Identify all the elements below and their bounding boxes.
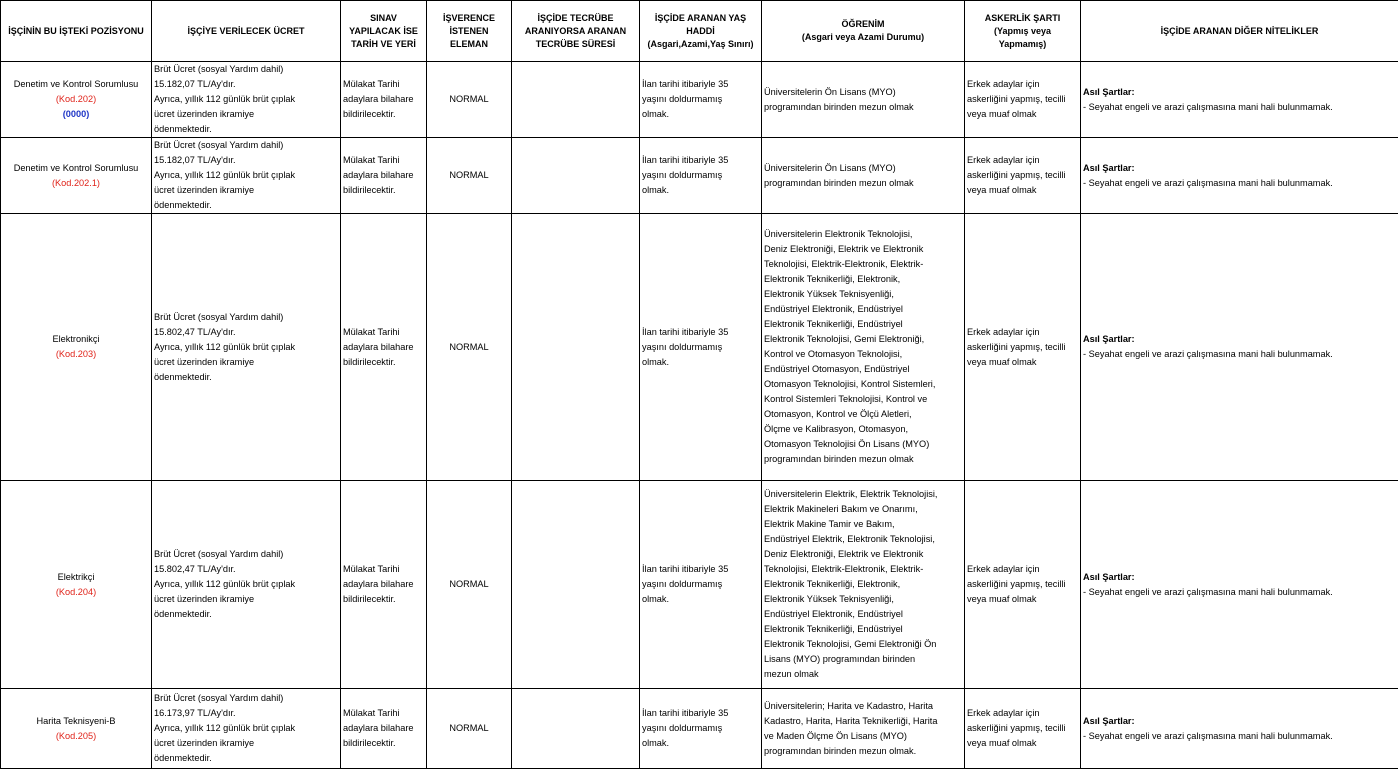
cell-education: [762, 138, 965, 214]
text-line: İŞVERENCE: [430, 12, 508, 25]
text-line: Teknolojisi, Elektrik-Elektronik, Elektrik-: [764, 562, 962, 577]
requirements-text: - Seyahat engeli ve arazi çalışmasına mani hali bulunmamak.: [1083, 347, 1396, 362]
cell-military: [965, 689, 1081, 769]
text-line: Elektronik Teknolojisi, Gemi Elektroniği,: [764, 332, 962, 347]
text-line: Mülakat Tarihi: [343, 706, 424, 721]
text-line: ve Maden Ölçme Ön Lisans (MYO): [764, 729, 962, 744]
cell-position: [1, 214, 152, 481]
text-line: bildirilecektir.: [343, 736, 424, 751]
text-line: olmak.: [642, 736, 759, 751]
cell-wage: [152, 689, 341, 769]
text-line: ELEMAN: [430, 38, 508, 51]
text-line: Mülakat Tarihi: [343, 562, 424, 577]
text-line: Erkek adaylar için: [967, 77, 1078, 92]
text-line: ücret üzerinden ikramiye: [154, 107, 338, 122]
requirements-title: Asıl Şartlar:: [1083, 332, 1396, 347]
position-title: Elektronikçi: [3, 332, 149, 347]
text-line: İŞÇİDE ARANAN YAŞ: [643, 12, 758, 25]
cell-wage: [152, 62, 341, 138]
requirements-title: Asıl Şartlar:: [1083, 85, 1396, 100]
cell-other: [1081, 481, 1398, 689]
text-line: Üniversitelerin Elektronik Teknolojisi,: [764, 227, 962, 242]
text-line: Deniz Elektroniği, Elektrik ve Elektronik: [764, 242, 962, 257]
text-line: veya muaf olmak: [967, 355, 1078, 370]
header-exam: [341, 1, 427, 62]
cell-position: [1, 138, 152, 214]
text-line: yaşını doldurmamış: [642, 721, 759, 736]
cell-wage: [152, 214, 341, 481]
text-line: Üniversitelerin Ön Lisans (MYO): [764, 161, 962, 176]
position-title: Denetim ve Kontrol Sorumlusu: [3, 161, 149, 176]
text-line: Otomasyon Teknolojisi, Kontrol Sistemleri,: [764, 377, 962, 392]
table-row: [1, 689, 1398, 769]
text-line: olmak.: [642, 107, 759, 122]
text-line: İlan tarihi itibariyle 35: [642, 77, 759, 92]
cell-experience: [512, 481, 640, 689]
text-line: Elektrik Makineleri Bakım ve Onarımı,: [764, 502, 962, 517]
table-row: [1, 481, 1398, 689]
text-line: Elektronik Teknikerliği, Elektronik,: [764, 272, 962, 287]
text-line: yaşını doldurmamış: [642, 92, 759, 107]
cell-age: [640, 138, 762, 214]
text-line: Üniversitelerin Elektrik, Elektrik Teknolojisi,: [764, 487, 962, 502]
cell-employee: NORMAL: [427, 481, 512, 689]
cell-exam: [341, 138, 427, 214]
text-line: Elektronik Teknikerliği, Endüstriyel: [764, 622, 962, 637]
text-line: ödenmektedir.: [154, 751, 338, 766]
text-line: ödenmektedir.: [154, 370, 338, 385]
text-line: Ayrıca, yıllık 112 günlük brüt çıplak: [154, 577, 338, 592]
cell-exam: [341, 214, 427, 481]
text-line: (Asgari,Azami,Yaş Sınırı): [643, 38, 758, 51]
text-line: ÖĞRENİM: [765, 18, 961, 31]
text-line: askerliğini yapmış, tecilli: [967, 721, 1078, 736]
cell-wage: [152, 138, 341, 214]
cell-education: [762, 689, 965, 769]
text-line: İlan tarihi itibariyle 35: [642, 153, 759, 168]
requirements-text: - Seyahat engeli ve arazi çalışmasına mani hali bulunmamak.: [1083, 100, 1396, 115]
header-position: [1, 1, 152, 62]
text-line: 15.802,47 TL/Ay'dır.: [154, 325, 338, 340]
cell-military: [965, 214, 1081, 481]
text-line: ücret üzerinden ikramiye: [154, 736, 338, 751]
text-line: mezun olmak: [764, 667, 962, 682]
text-line: ödenmektedir.: [154, 607, 338, 622]
text-line: Erkek adaylar için: [967, 153, 1078, 168]
text-line: Otomasyon Teknolojisi Ön Lisans (MYO): [764, 437, 962, 452]
text-line: ARANIYORSA ARANAN: [515, 25, 636, 38]
header-military: [965, 1, 1081, 62]
cell-education: [762, 481, 965, 689]
text-line: Brüt Ücret (sosyal Yardım dahil): [154, 62, 338, 77]
text-line: Elektronik Teknikerliği, Elektronik,: [764, 577, 962, 592]
cell-military: [965, 481, 1081, 689]
text-line: veya muaf olmak: [967, 107, 1078, 122]
cell-age: [640, 481, 762, 689]
header-employee: [427, 1, 512, 62]
text-line: Endüstriyel Elektronik, Endüstriyel: [764, 607, 962, 622]
text-line: askerliğini yapmış, tecilli: [967, 168, 1078, 183]
requirements-title: Asıl Şartlar:: [1083, 161, 1396, 176]
text-line: adaylara bilahare: [343, 92, 424, 107]
cell-education: [762, 62, 965, 138]
text-line: ASKERLİK ŞARTI: [968, 12, 1077, 25]
text-line: Ayrıca, yıllık 112 günlük brüt çıplak: [154, 721, 338, 736]
text-line: askerliğini yapmış, tecilli: [967, 92, 1078, 107]
text-line: adaylara bilahare: [343, 577, 424, 592]
text-line: programından birinden mezun olmak: [764, 100, 962, 115]
text-line: Elektronik Teknikerliği, Endüstriyel: [764, 317, 962, 332]
text-line: Üniversitelerin Ön Lisans (MYO): [764, 85, 962, 100]
cell-other: [1081, 689, 1398, 769]
text-line: Erkek adaylar için: [967, 325, 1078, 340]
text-line: veya muaf olmak: [967, 736, 1078, 751]
text-line: Brüt Ücret (sosyal Yardım dahil): [154, 547, 338, 562]
header-age: [640, 1, 762, 62]
text-line: bildirilecektir.: [343, 183, 424, 198]
text-line: İŞÇİYE VERİLECEK ÜCRET: [155, 25, 337, 38]
cell-other: [1081, 62, 1398, 138]
position-title: Elektrikçi: [3, 570, 149, 585]
text-line: Mülakat Tarihi: [343, 77, 424, 92]
position-code-secondary: (0000): [3, 107, 149, 122]
text-line: Erkek adaylar için: [967, 562, 1078, 577]
cell-exam: [341, 689, 427, 769]
text-line: Brüt Ücret (sosyal Yardım dahil): [154, 310, 338, 325]
text-line: olmak.: [642, 183, 759, 198]
text-line: İŞÇİDE ARANAN DİĞER NİTELİKLER: [1084, 25, 1395, 38]
text-line: veya muaf olmak: [967, 183, 1078, 198]
text-line: 15.182,07 TL/Ay'dır.: [154, 153, 338, 168]
cell-education: [762, 214, 965, 481]
cell-employee: NORMAL: [427, 689, 512, 769]
text-line: SINAV: [344, 12, 423, 25]
text-line: programından birinden mezun olmak: [764, 452, 962, 467]
text-line: Elektrik Makine Tamir ve Bakım,: [764, 517, 962, 532]
cell-military: [965, 62, 1081, 138]
cell-military: [965, 138, 1081, 214]
text-line: Endüstriyel Elektronik, Endüstriyel: [764, 302, 962, 317]
text-line: Mülakat Tarihi: [343, 153, 424, 168]
text-line: olmak.: [642, 592, 759, 607]
cell-exam: [341, 62, 427, 138]
text-line: 15.802,47 TL/Ay'dır.: [154, 562, 338, 577]
cell-age: [640, 214, 762, 481]
text-line: bildirilecektir.: [343, 107, 424, 122]
text-line: Kadastro, Harita, Harita Teknikerliği, Harita: [764, 714, 962, 729]
text-line: Ayrıca, yıllık 112 günlük brüt çıplak: [154, 340, 338, 355]
text-line: Kontrol Sistemleri Teknolojisi, Kontrol ve: [764, 392, 962, 407]
cell-employee: NORMAL: [427, 138, 512, 214]
text-line: askerliğini yapmış, tecilli: [967, 340, 1078, 355]
text-line: Üniversitelerin; Harita ve Kadastro, Harita: [764, 699, 962, 714]
text-line: Elektronik Teknolojisi, Gemi Elektroniği Ön: [764, 637, 962, 652]
text-line: İŞÇİNİN BU İŞTEKİ POZİSYONU: [4, 25, 148, 38]
table-row: [1, 138, 1398, 214]
cell-experience: [512, 214, 640, 481]
cell-position: [1, 62, 152, 138]
text-line: Teknolojisi, Elektrik-Elektronik, Elektrik-: [764, 257, 962, 272]
text-line: Deniz Elektroniği, Elektrik ve Elektronik: [764, 547, 962, 562]
text-line: Yapmamış): [968, 38, 1077, 51]
text-line: Elektronik Yüksek Teknisyenliği,: [764, 592, 962, 607]
text-line: Ayrıca, yıllık 112 günlük brüt çıplak: [154, 92, 338, 107]
text-line: ücret üzerinden ikramiye: [154, 592, 338, 607]
cell-position: [1, 481, 152, 689]
text-line: HADDİ: [643, 25, 758, 38]
text-line: İŞÇİDE TECRÜBE: [515, 12, 636, 25]
header-row: [1, 1, 1398, 62]
text-line: yaşını doldurmamış: [642, 340, 759, 355]
text-line: Brüt Ücret (sosyal Yardım dahil): [154, 138, 338, 153]
text-line: programından birinden mezun olmak: [764, 176, 962, 191]
text-line: Erkek adaylar için: [967, 706, 1078, 721]
text-line: (Asgari veya Azami Durumu): [765, 31, 961, 44]
cell-experience: [512, 62, 640, 138]
text-line: olmak.: [642, 355, 759, 370]
text-line: ücret üzerinden ikramiye: [154, 183, 338, 198]
text-line: ücret üzerinden ikramiye: [154, 355, 338, 370]
cell-position: [1, 689, 152, 769]
header-experience: [512, 1, 640, 62]
cell-wage: [152, 481, 341, 689]
requirements-text: - Seyahat engeli ve arazi çalışmasına mani hali bulunmamak.: [1083, 176, 1396, 191]
table-row: [1, 214, 1398, 481]
text-line: programından birinden mezun olmak.: [764, 744, 962, 759]
text-line: Lisans (MYO) programından birinden: [764, 652, 962, 667]
text-line: (Yapmış veya: [968, 25, 1077, 38]
text-line: yaşını doldurmamış: [642, 168, 759, 183]
cell-age: [640, 62, 762, 138]
cell-other: [1081, 214, 1398, 481]
text-line: veya muaf olmak: [967, 592, 1078, 607]
position-code: (Kod.205): [3, 729, 149, 744]
text-line: bildirilecektir.: [343, 592, 424, 607]
position-title: Denetim ve Kontrol Sorumlusu: [3, 77, 149, 92]
text-line: Endüstriyel Otomasyon, Endüstriyel: [764, 362, 962, 377]
text-line: adaylara bilahare: [343, 168, 424, 183]
text-line: İSTENEN: [430, 25, 508, 38]
cell-experience: [512, 138, 640, 214]
text-line: TECRÜBE SÜRESİ: [515, 38, 636, 51]
table-row: [1, 62, 1398, 138]
text-line: Kontrol ve Otomasyon Teknolojisi,: [764, 347, 962, 362]
position-code: (Kod.204): [3, 585, 149, 600]
text-line: Brüt Ücret (sosyal Yardım dahil): [154, 691, 338, 706]
text-line: Otomasyon, Kontrol ve Ölçü Aletleri,: [764, 407, 962, 422]
text-line: Mülakat Tarihi: [343, 325, 424, 340]
requirements-title: Asıl Şartlar:: [1083, 714, 1396, 729]
position-title: Harita Teknisyeni-B: [3, 714, 149, 729]
text-line: bildirilecektir.: [343, 355, 424, 370]
cell-age: [640, 689, 762, 769]
cell-employee: NORMAL: [427, 214, 512, 481]
text-line: İlan tarihi itibariyle 35: [642, 706, 759, 721]
text-line: askerliğini yapmış, tecilli: [967, 577, 1078, 592]
requirements-title: Asıl Şartlar:: [1083, 570, 1396, 585]
text-line: ödenmektedir.: [154, 122, 338, 137]
text-line: Ölçme ve Kalibrasyon, Otomasyon,: [764, 422, 962, 437]
text-line: TARİH VE YERİ: [344, 38, 423, 51]
position-code: (Kod.202.1): [3, 176, 149, 191]
position-code: (Kod.202): [3, 92, 149, 107]
text-line: yaşını doldurmamış: [642, 577, 759, 592]
text-line: Ayrıca, yıllık 112 günlük brüt çıplak: [154, 168, 338, 183]
cell-employee: NORMAL: [427, 62, 512, 138]
text-line: 15.182,07 TL/Ay'dır.: [154, 77, 338, 92]
cell-exam: [341, 481, 427, 689]
position-code: (Kod.203): [3, 347, 149, 362]
cell-other: [1081, 138, 1398, 214]
requirements-text: - Seyahat engeli ve arazi çalışmasına mani hali bulunmamak.: [1083, 729, 1396, 744]
text-line: Elektronik Yüksek Teknisyenliği,: [764, 287, 962, 302]
text-line: İlan tarihi itibariyle 35: [642, 562, 759, 577]
header-wage: [152, 1, 341, 62]
cell-experience: [512, 689, 640, 769]
header-education: [762, 1, 965, 62]
text-line: 16.173,97 TL/Ay'dır.: [154, 706, 338, 721]
text-line: adaylara bilahare: [343, 721, 424, 736]
text-line: ödenmektedir.: [154, 198, 338, 213]
requirements-text: - Seyahat engeli ve arazi çalışmasına mani hali bulunmamak.: [1083, 585, 1396, 600]
text-line: İlan tarihi itibariyle 35: [642, 325, 759, 340]
text-line: adaylara bilahare: [343, 340, 424, 355]
text-line: YAPILACAK İSE: [344, 25, 423, 38]
text-line: Endüstriyel Elektrik, Elektronik Teknolojisi,: [764, 532, 962, 547]
header-other: [1081, 1, 1398, 62]
